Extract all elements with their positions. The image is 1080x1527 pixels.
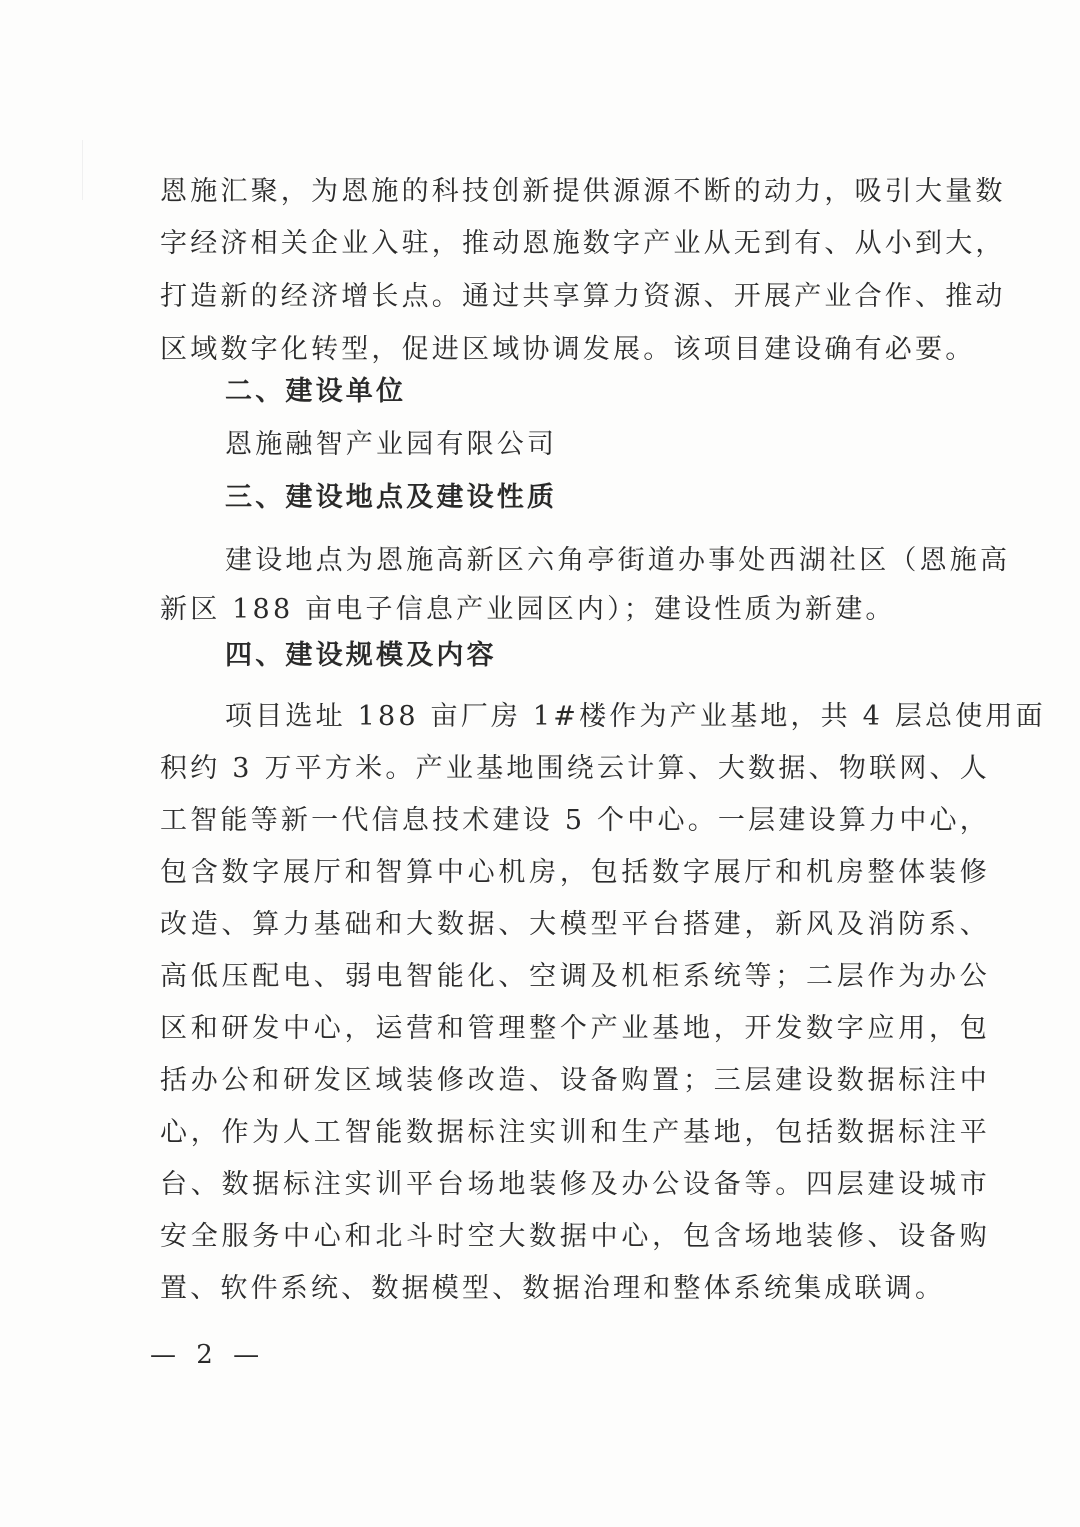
scale-line: 包含数字展厅和智算中心机房，包括数字展厅和机房整体装修 [160,857,990,888]
section-heading-scale: 四、建设规模及内容 [225,640,497,671]
paragraph-line: 恩施汇聚，为恩施的科技创新提供源源不断的动力，吸引大量数 [160,176,1006,207]
section-heading-location: 三、建设地点及建设性质 [225,482,558,513]
section-heading-unit: 二、建设单位 [225,376,407,407]
scale-line: 安全服务中心和北斗时空大数据中心，包含场地装修、设备购 [160,1221,990,1252]
scale-line: 改造、算力基础和大数据、大模型平台搭建，新风及消防系、 [160,909,990,940]
scan-artifact [82,140,123,200]
scale-line: 心，作为人工智能数据标注实训和生产基地，包括数据标注平 [160,1117,990,1148]
location-line: 新区 188 亩电子信息产业园区内）；建设性质为新建。 [160,594,896,625]
paragraph-line: 区域数字化转型，促进区域协调发展。该项目建设确有必要。 [160,334,976,365]
paragraph-line: 字经济相关企业入驻，推动恩施数字产业从无到有、从小到大， [160,228,1006,259]
scale-line: 台、数据标注实训平台场地装修及办公设备等。四层建设城市 [160,1169,990,1200]
construction-unit-name: 恩施融智产业园有限公司 [225,429,558,460]
paragraph-line: 打造新的经济增长点。通过共享算力资源、开展产业合作、推动 [160,281,1006,312]
scale-line: 项目选址 188 亩厂房 1#楼作为产业基地，共 4 层总使用面 [225,701,1046,732]
scale-line: 括办公和研发区域装修改造、设备购置；三层建设数据标注中 [160,1065,990,1096]
scale-line: 区和研发中心，运营和管理整个产业基地，开发数字应用，包 [160,1013,990,1044]
page-number: — 2 — [150,1340,266,1370]
scale-line: 高低压配电、弱电智能化、空调及机柜系统等；二层作为办公 [160,961,990,992]
scale-line: 置、软件系统、数据模型、数据治理和整体系统集成联调。 [160,1273,946,1304]
location-line: 建设地点为恩施高新区六角亭街道办事处西湖社区（恩施高 [225,545,1011,576]
scale-line: 积约 3 万平方米。产业基地围绕云计算、大数据、物联网、人 [160,753,990,784]
scale-line: 工智能等新一代信息技术建设 5 个中心。一层建设算力中心， [160,805,990,836]
